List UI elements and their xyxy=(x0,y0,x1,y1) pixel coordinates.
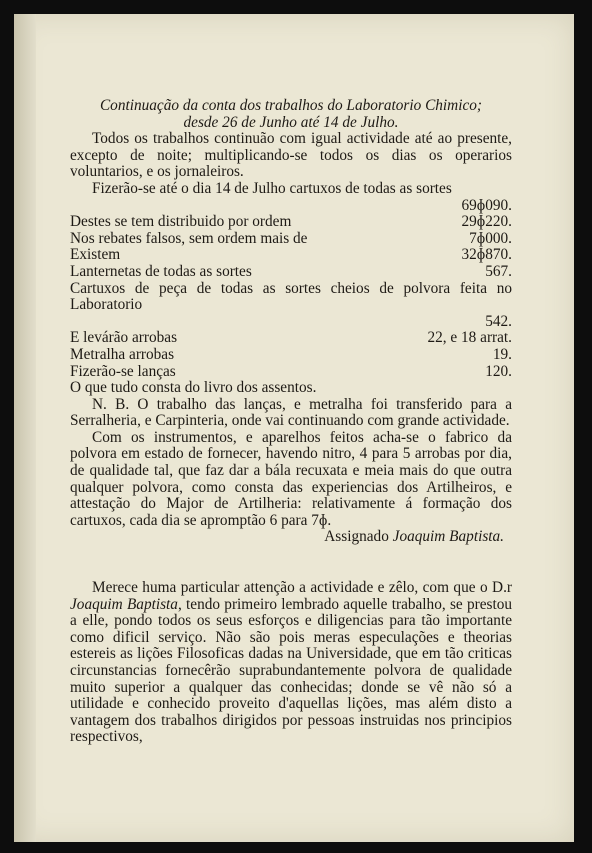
cartuxos-peca-text: Cartuxos de peça de todas as sortes cheios de polvora feita no Laboratorio xyxy=(70,279,512,314)
ledger-row-levarao xyxy=(70,330,512,347)
rebates-label: Nos rebates falsos, sem ordem mais de xyxy=(70,229,308,247)
cartuxos-total-value: 69ɸ090. xyxy=(461,196,512,214)
signature-line xyxy=(70,529,512,546)
rebates-value: 7ɸ000. xyxy=(469,229,512,247)
page-gutter xyxy=(14,14,36,842)
metralha-label: Metralha arrobas xyxy=(70,345,175,363)
signature-name: Joaquim Baptista. xyxy=(392,528,504,546)
nota-bene: N. B. O trabalho das lanças, e metralha foi transferido para a Serralheria, e Carpinteria, onde vai continuando com grande actividade. xyxy=(70,395,512,430)
metralha-value: 19. xyxy=(492,345,512,363)
lancas-value: 120. xyxy=(485,362,512,380)
title-line-2: desde 26 de Junho até 14 de Julho. xyxy=(183,113,399,131)
lanternetas-value: 567. xyxy=(485,262,512,280)
livro-assentos: O que tudo consta do livro dos assentos. xyxy=(70,379,317,397)
paragraph-trabalhos: Todos os trabalhos continuão com igual actividade até ao presente, excepto de noite; multiplicando-se todos os dias os operarios voluntarios, e os jornaleiros. xyxy=(70,130,512,181)
cartuxos-total-text: Fizerão-se até o dia 14 de Julho cartuxos de todas as sortes xyxy=(92,179,452,197)
ledger-row-existem xyxy=(70,247,512,264)
section-gap xyxy=(70,546,512,580)
merece-text-b: , tendo primeiro lembrado aquelle trabalho, se prestou a elle, pondo todos os seus esforços e diligencias para tão importante como dificil serviço. Não são pois meras especulações e theorias estereis as lições Filosoficas dadas na Universidade, que em tão criticas circunstancias fornecêrão suprabundantemente polvora de qualidade muito superior a qualquer das conhecidas; donde se vê não só a utilidade e conhecido proveito d'aquellas lições, mas além disto a vantagem dos trabalhos dirigidos por pessoas instruidas nos principios respectivos, xyxy=(70,595,512,746)
ledger-row-rebates xyxy=(70,231,512,248)
paragraph-instrumentos: Com os instrumentos, e aparelhos feitos acha-se o fabrico da polvora em estado de fornecer, havendo nitro, 4 para 5 arrobas por dia, de qualidade tal, que faz dar a bála recuxata e meia mais do que outra qualquer polvora, como consta das experiencias dos Artilheiros, e attestação do Major de Artilheria: relativamente á formação dos cartuxos, cada dia se apromptão 6 para 7ɸ. xyxy=(70,428,512,529)
ledger-row-lanternetas xyxy=(70,264,512,281)
signature-prefix: Assignado xyxy=(324,528,389,546)
existem-label: Existem xyxy=(70,246,121,264)
paragraph-merece xyxy=(70,580,512,746)
cartuxos-peca-value: 542. xyxy=(485,312,512,330)
existem-value: 32ɸ870. xyxy=(461,246,512,264)
levarao-label: E levárão arrobas xyxy=(70,329,178,347)
merece-text-a: Merece huma particular attenção a actividade e zêlo, com que o D.r xyxy=(92,579,512,597)
ledger-row-lancas xyxy=(70,364,512,381)
title-line-1: Continuação da conta dos trabalhos do Laboratorio Chimico; xyxy=(99,97,482,114)
distribuido-value: 29ɸ220. xyxy=(461,213,512,231)
lancas-label: Fizerão-se lanças xyxy=(70,362,176,380)
merece-name: Joaquim Baptista xyxy=(70,595,178,613)
lanternetas-label: Lanternetas de todas as sortes xyxy=(70,262,252,280)
levarao-value: 22, e 18 arrat. xyxy=(427,329,512,347)
ledger-row-distribuido xyxy=(70,214,512,231)
distribuido-label: Destes se tem distribuido por ordem xyxy=(70,213,292,231)
book-page xyxy=(14,14,574,842)
page-text xyxy=(70,98,512,746)
ledger-row-metralha xyxy=(70,347,512,364)
